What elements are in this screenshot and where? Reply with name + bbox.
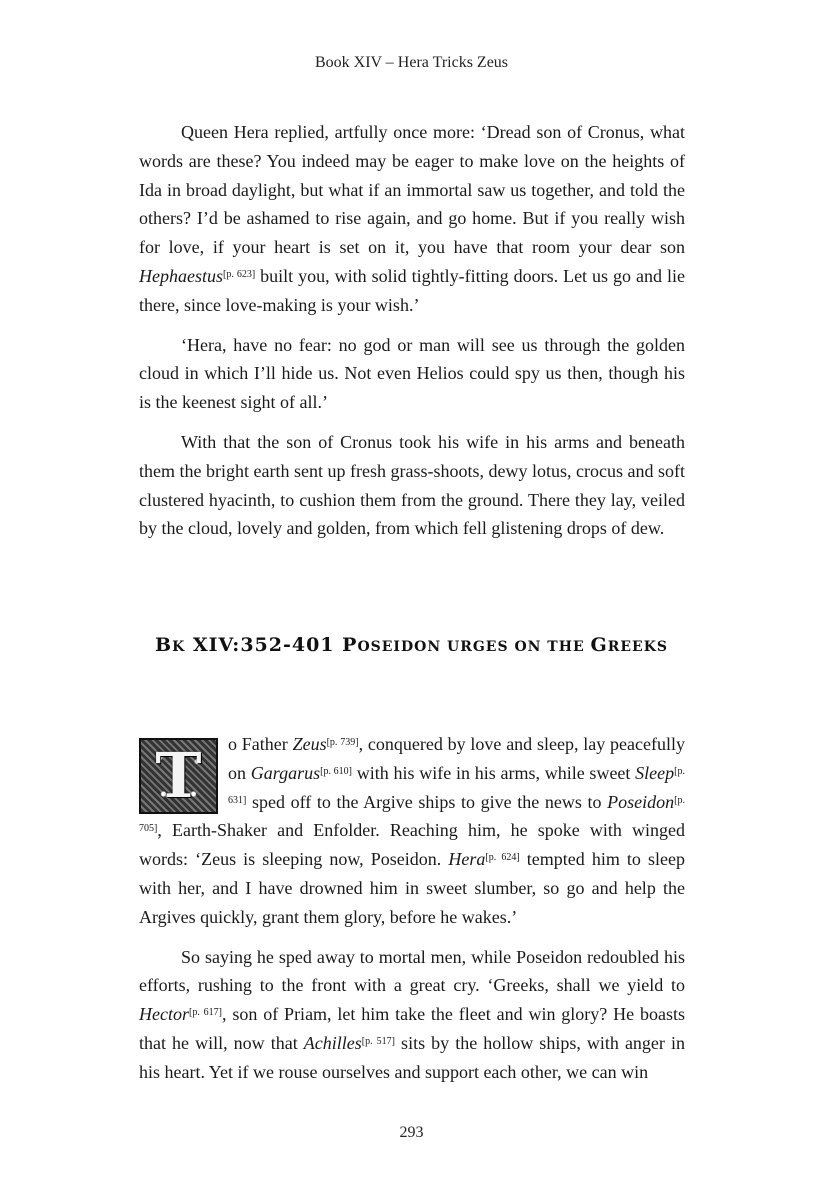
heading-cap: P: [342, 634, 358, 656]
paragraph: With that the son of Cronus took his wife in his arms and beneath them the bright earth sent up fresh grass-shoots, dewy lotus, crocus and soft clustered hyacinth, to cushion them from the ground. There they lay, veiled by the cloud, lovely and golden, from which fell glistening drops of dew.: [139, 431, 685, 539]
text-run: So saying he sped away to mortal men, while Poseidon redoubled his efforts, rushing to the front with a great cry. ‘Greeks, shall we yield to: [139, 946, 685, 996]
name-link[interactable]: Hector: [139, 1004, 189, 1025]
text-run: , son of Priam, let him take the fleet and win glory? He boasts that he will, now that: [139, 1004, 685, 1053]
page-reference[interactable]: [p. 631]: [228, 765, 685, 806]
paragraph: [139, 118, 685, 320]
decorated-initial: [139, 738, 218, 814]
text-run: built you, with solid tightly-fitting doors. Let us go and lie there, since love-making is your wish.’: [139, 265, 685, 315]
running-head: Book XIV – Hera Tricks Zeus: [314, 54, 509, 71]
paragraph: [139, 730, 685, 932]
paragraph: ‘Hera, have no fear: no god or man will see us through the golden cloud in which I’ll hide us. Not even Helios could spy us then, though his is the keenest sight of all.’: [139, 334, 685, 413]
heading-cap: G: [590, 634, 608, 656]
page-reference[interactable]: [p. 739]: [326, 737, 359, 748]
heading-ref: XIV:352-401: [185, 634, 343, 656]
page-reference[interactable]: [p. 610]: [320, 765, 353, 777]
name-link[interactable]: Poseidon: [607, 791, 675, 812]
name-link[interactable]: Gargarus: [250, 762, 321, 783]
decorated-initial-letter: T: [155, 738, 202, 812]
section-a-text: [139, 118, 685, 554]
page-reference[interactable]: [p. 623]: [223, 268, 256, 280]
text-run: o Father: [228, 734, 293, 754]
page-reference[interactable]: [p. 705]: [139, 794, 685, 835]
name-link[interactable]: Achilles: [303, 1032, 362, 1053]
text-run: sped off to the Argive ships to give the news to: [246, 791, 608, 812]
page-number: 293: [399, 1124, 424, 1141]
section-b-text: [139, 730, 685, 1098]
page-reference[interactable]: [p. 624]: [485, 852, 520, 864]
name-link[interactable]: Hephaestus: [139, 265, 223, 286]
heading-smallcaps: REEKS: [607, 639, 668, 655]
name-link[interactable]: Hera: [448, 849, 486, 870]
name-link[interactable]: Zeus: [292, 734, 327, 754]
page-reference[interactable]: [p. 517]: [361, 1035, 395, 1047]
heading-smallcaps: OSEIDON URGES ON THE: [357, 639, 591, 655]
text-run: tempted him to sleep with her, and I have drowned him in sweet slumber, so go and help the Argives quickly, grant them glory, before he wakes.’: [139, 849, 686, 927]
name-link[interactable]: Sleep: [635, 762, 675, 783]
text-run: , Earth-Shaker and Enfolder. Reaching him, he spoke with winged words: ‘Zeus is sleeping now, Poseidon.: [139, 820, 685, 870]
paragraph: [139, 943, 685, 1087]
section-heading: [0, 634, 823, 656]
heading-smallcaps: K: [172, 639, 186, 655]
heading-cap: B: [155, 634, 173, 656]
text-run: , conquered by love and sleep, lay peacefully on: [228, 734, 685, 783]
text-run: Queen Hera replied, artfully once more: ‘Dread son of Cronus, what words are these? You indeed may be eager to make love on the heights of Ida in broad daylight, but what if an immortal saw us together, and told the others? I’d be ashamed to rise again, and go home. But if you really wish for love, if your heart is set on it, you have that room your dear son: [139, 122, 685, 258]
page-reference[interactable]: [p. 617]: [188, 1007, 222, 1019]
text-run: sits by the hollow ships, with anger in his heart. Yet if we rouse ourselves and support each other, we can win: [139, 1032, 685, 1082]
text-run: with his wife in his arms, while sweet: [352, 762, 636, 783]
